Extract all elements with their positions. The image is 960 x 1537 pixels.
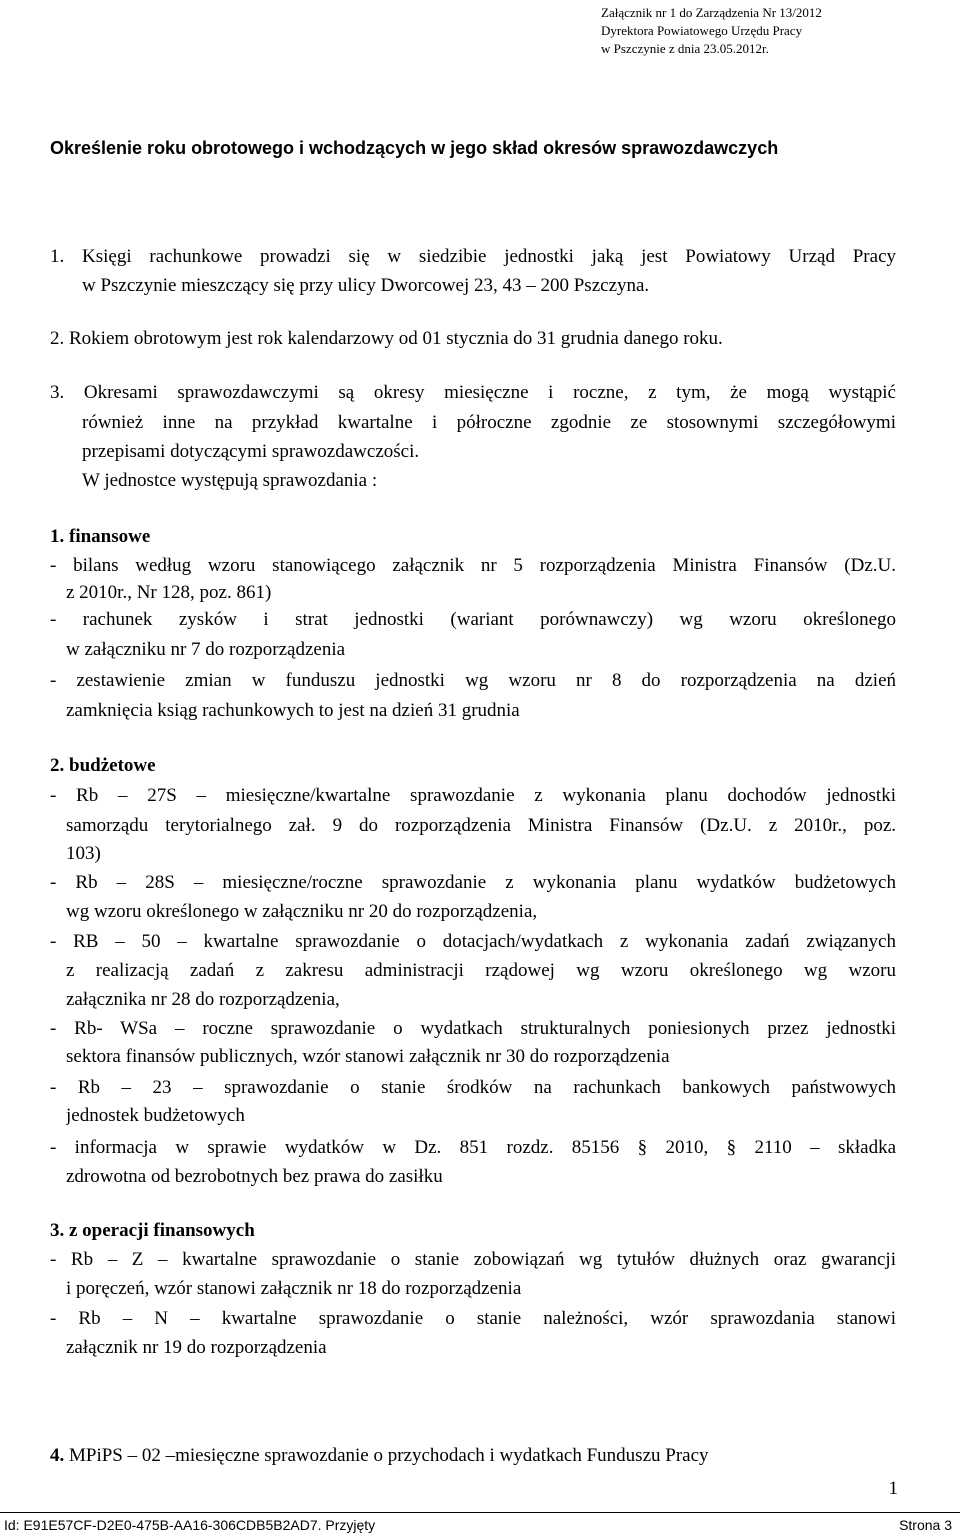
section2-line: sektora finansów publicznych, wzór stanowi załącznik nr 30 do rozporządzenia bbox=[66, 1046, 670, 1067]
section3-line: i poręczeń, wzór stanowi załącznik nr 18 do rozporządzenia bbox=[66, 1278, 522, 1299]
section1-line: zamknięcia ksiąg rachunkowych to jest na dzień 31 grudnia bbox=[66, 700, 520, 721]
section3-line: załącznik nr 19 do rozporządzenia bbox=[66, 1337, 327, 1358]
header-line-1: Załącznik nr 1 do Zarządzenia Nr 13/2012 bbox=[601, 5, 822, 20]
section2-line: z realizacją zadań z zakresu administracji rządowej wg wzoru określonego wg wzoru bbox=[66, 960, 896, 981]
footer-page-label: Strona 3 bbox=[899, 1517, 952, 1533]
section2-line: samorządu terytorialnego zał. 9 do rozporządzenia Ministra Finansów (Dz.U. z 2010r., poz. bbox=[66, 815, 896, 836]
section4-heading bbox=[50, 1441, 896, 1470]
section2-line: 103) bbox=[66, 843, 101, 864]
section2-line: - Rb – 28S – miesięczne/roczne sprawozdanie z wykonania planu wydatków budżetowych bbox=[50, 872, 896, 893]
section4-number: 4. bbox=[50, 1445, 65, 1466]
section2-line: - Rb- WSa – roczne sprawozdanie o wydatkach strukturalnych poniesionych przez jednostki bbox=[50, 1018, 896, 1039]
section3-line: - Rb – N – kwartalne sprawozdanie o stanie należności, wzór sprawozdania stanowi bbox=[50, 1308, 896, 1329]
para3-line2: również inne na przykład kwartalne i półroczne zgodnie ze stosownymi szczegółowymi bbox=[82, 412, 896, 433]
para3-line1: 3. Okresami sprawozdawczymi są okresy miesięczne i roczne, z tym, że mogą wystąpić bbox=[50, 382, 896, 403]
page-number: 1 bbox=[888, 1478, 898, 1499]
para1-line1: 1. Księgi rachunkowe prowadzi się w siedzibie jednostki jaką jest Powiatowy Urząd Pracy bbox=[50, 246, 896, 267]
section2-line: załącznika nr 28 do rozporządzenia, bbox=[66, 989, 340, 1010]
section2-line: - Rb – 23 – sprawozdanie o stanie środków na rachunkach bankowych państwowych bbox=[50, 1077, 896, 1098]
section3-heading: 3. z operacji finansowych bbox=[50, 1220, 255, 1241]
section1-line: - zestawienie zmian w funduszu jednostki wg wzoru nr 8 do rozporządzenia na dzień bbox=[50, 670, 896, 691]
section1-line: - bilans według wzoru stanowiącego załącznik nr 5 rozporządzenia Ministra Finansów (Dz.U. bbox=[50, 555, 896, 576]
header-line-2: Dyrektora Powiatowego Urzędu Pracy bbox=[601, 23, 803, 38]
section3-line: - Rb – Z – kwartalne sprawozdanie o stanie zobowiązań wg tytułów dłużnych oraz gwarancji bbox=[50, 1249, 896, 1270]
section2-line: - RB – 50 – kwartalne sprawozdanie o dotacjach/wydatkach z wykonania zadań związanych bbox=[50, 931, 896, 952]
para3-line3: przepisami dotyczącymi sprawozdawczości. bbox=[82, 441, 420, 462]
section2-line: jednostek budżetowych bbox=[66, 1105, 245, 1126]
section1-line: z 2010r., Nr 128, poz. 861) bbox=[66, 582, 272, 603]
section4-text: MPiPS – 02 –miesięczne sprawozdanie o przychodach i wydatkach Funduszu Pracy bbox=[64, 1445, 709, 1466]
section2-line: wg wzoru określonego w załączniku nr 20 do rozporządzenia, bbox=[66, 901, 538, 922]
section2-line: - informacja w sprawie wydatków w Dz. 851 rozdz. 85156 § 2010, § 2110 – składka bbox=[50, 1137, 896, 1158]
section2-heading: 2. budżetowe bbox=[50, 755, 156, 776]
attachment-header bbox=[601, 4, 941, 58]
para3-line4: W jednostce występują sprawozdania : bbox=[82, 470, 378, 491]
footer-document-id: Id: E91E57CF-D2E0-475B-AA16-306CDB5B2AD7. Przyjęty bbox=[4, 1517, 376, 1533]
section2-line: - Rb – 27S – miesięczne/kwartalne sprawozdanie z wykonania planu dochodów jednostki bbox=[50, 785, 896, 806]
para2: 2. Rokiem obrotowym jest rok kalendarzowy od 01 stycznia do 31 grudnia danego roku. bbox=[50, 328, 723, 349]
para1-line2: w Pszczynie mieszczący się przy ulicy Dworcowej 23, 43 – 200 Pszczyna. bbox=[82, 275, 650, 296]
section1-line: - rachunek zysków i strat jednostki (wariant porównawczy) wg wzoru określonego bbox=[50, 609, 896, 630]
section2-line: zdrowotna od bezrobotnych bez prawa do zasiłku bbox=[66, 1166, 443, 1187]
document-title: Określenie roku obrotowego i wchodzących w jego skład okresów sprawozdawczych bbox=[50, 138, 779, 158]
header-line-3: w Pszczynie z dnia 23.05.2012r. bbox=[601, 41, 769, 56]
section1-line: w załączniku nr 7 do rozporządzenia bbox=[66, 639, 346, 660]
footer-divider bbox=[0, 1512, 960, 1513]
section1-heading: 1. finansowe bbox=[50, 526, 151, 547]
